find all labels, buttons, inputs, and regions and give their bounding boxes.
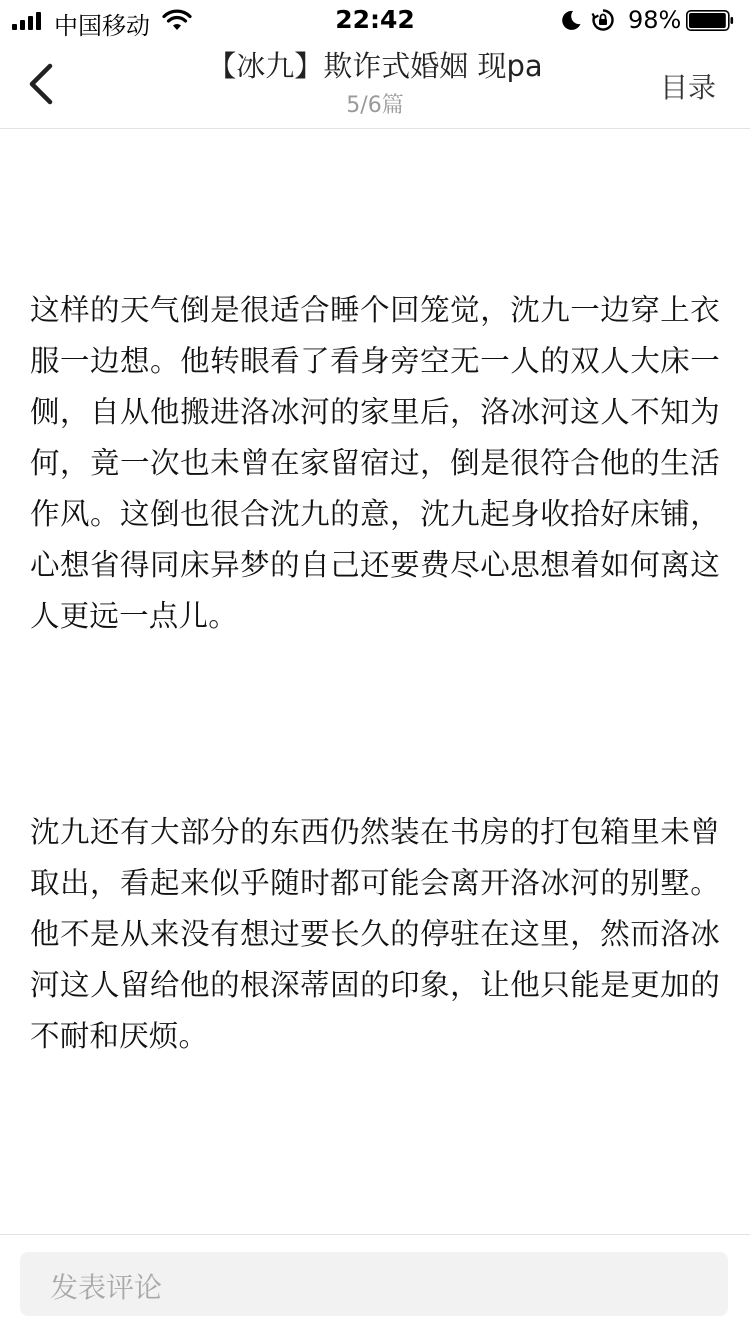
paragraph: 这样的天气倒是很适合睡个回笼觉，沈九一边穿上衣服一边想。他转眼看了看身旁空无一人的双人大床一侧，自从他搬进洛冰河的家里后，洛冰河这人不知为何，竟一次也未曾在家留宿过，倒是很符合他的生活作风。这倒也很合沈九的意，沈九起身收拾好床铺，心想省得同床异梦的自己还要费尽心思想着如何离这人更远一点儿。 — [30, 293, 720, 633]
status-bar — [0, 0, 750, 40]
back-chevron-icon[interactable] — [22, 58, 62, 110]
comment-bar — [0, 1234, 750, 1335]
chapter-progress: 5/6篇 — [346, 93, 404, 118]
clock: 22:42 — [335, 5, 415, 34]
battery-icon — [686, 10, 734, 31]
battery-percent: 98% — [628, 6, 682, 34]
paragraph: 沈九还有大部分的东西仍然装在书房的打包箱里未曾取出，看起来似乎随时都可能会离开洛冰河的别墅。他不是从来没有想过要长久的停驻在这里，然而洛冰河这人留给他的根深蒂固的印象，让他只能是更加的不耐和厌烦。 — [30, 815, 720, 1053]
toc-button[interactable]: 目录 — [659, 71, 716, 104]
comment-input[interactable] — [20, 1252, 728, 1316]
moon-icon — [560, 9, 582, 31]
page-title: 【冰九】欺诈式婚姻 现pa — [207, 49, 543, 83]
nav-bar — [0, 40, 750, 129]
carrier-label: 中国移动 — [54, 12, 150, 40]
orientation-lock-icon — [591, 8, 615, 32]
comment-placeholder: 发表评论 — [50, 1271, 163, 1304]
